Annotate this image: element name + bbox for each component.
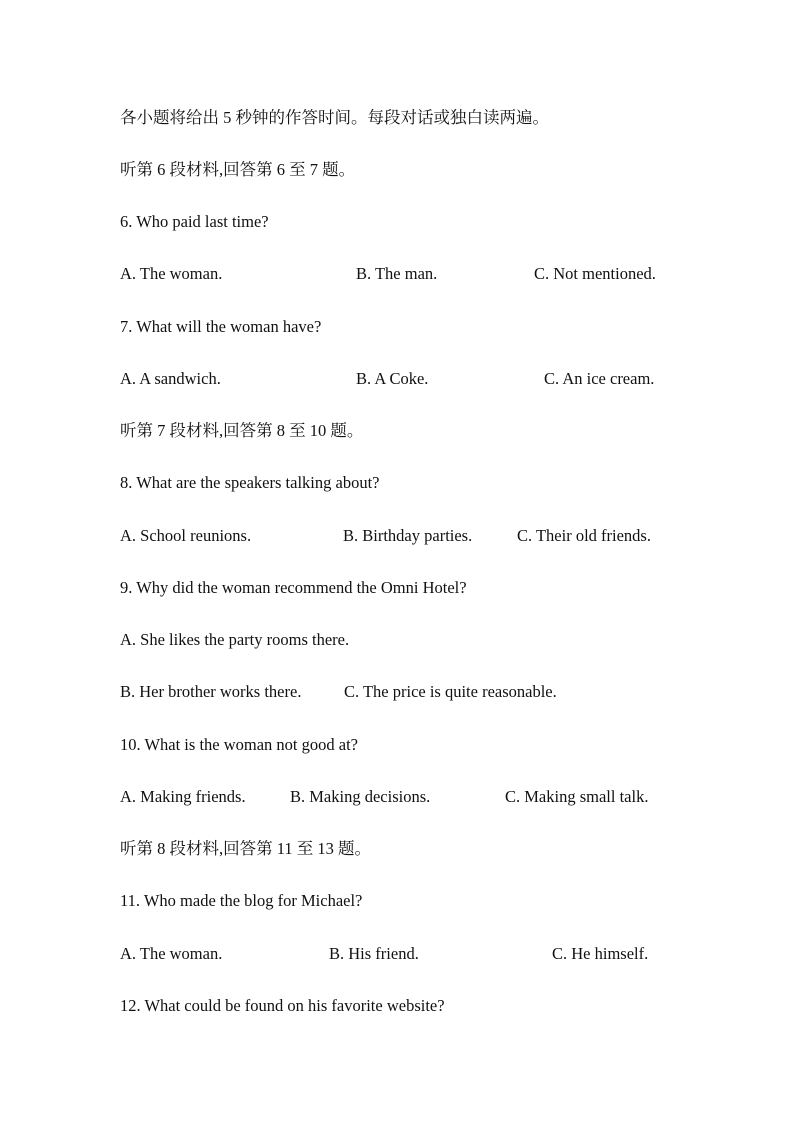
section-header-7: 听第 7 段材料,回答第 8 至 10 题。 [120, 421, 364, 440]
question-9: 9. Why did the woman recommend the Omni Hotel? [120, 578, 467, 597]
q8-option-a: A. School reunions. [120, 526, 252, 545]
q9-option-a: A. She likes the party rooms there. [120, 630, 350, 649]
q7-option-a: A. A sandwich. [120, 369, 221, 388]
question-12: 12. What could be found on his favorite website? [120, 996, 445, 1015]
q10-option-b: B. Making decisions. [290, 787, 431, 806]
q7-option-c: C. An ice cream. [544, 369, 655, 388]
q8-option-c: C. Their old friends. [517, 526, 651, 545]
question-6: 6. Who paid last time? [120, 212, 269, 231]
q10-option-a: A. Making friends. [120, 787, 246, 806]
section-header-6: 听第 6 段材料,回答第 6 至 7 题。 [120, 160, 356, 179]
question-7: 7. What will the woman have? [120, 317, 322, 336]
question-10: 10. What is the woman not good at? [120, 735, 358, 754]
q6-option-a: A. The woman. [120, 264, 223, 283]
q8-option-b: B. Birthday parties. [343, 526, 473, 545]
question-8: 8. What are the speakers talking about? [120, 473, 380, 492]
q9-option-b: B. Her brother works there. [120, 682, 302, 701]
q6-option-c: C. Not mentioned. [534, 264, 656, 283]
q6-option-b: B. The man. [356, 264, 438, 283]
q7-option-b: B. A Coke. [356, 369, 429, 388]
q11-option-c: C. He himself. [552, 944, 649, 963]
instructions-text: 各小题将给出 5 秒钟的作答时间。每段对话或独白读两遍。 [120, 108, 549, 127]
q10-option-c: C. Making small talk. [505, 787, 649, 806]
q9-option-c: C. The price is quite reasonable. [344, 682, 557, 701]
q11-option-a: A. The woman. [120, 944, 223, 963]
section-header-8: 听第 8 段材料,回答第 11 至 13 题。 [120, 839, 372, 858]
q11-option-b: B. His friend. [329, 944, 419, 963]
question-11: 11. Who made the blog for Michael? [120, 891, 363, 910]
